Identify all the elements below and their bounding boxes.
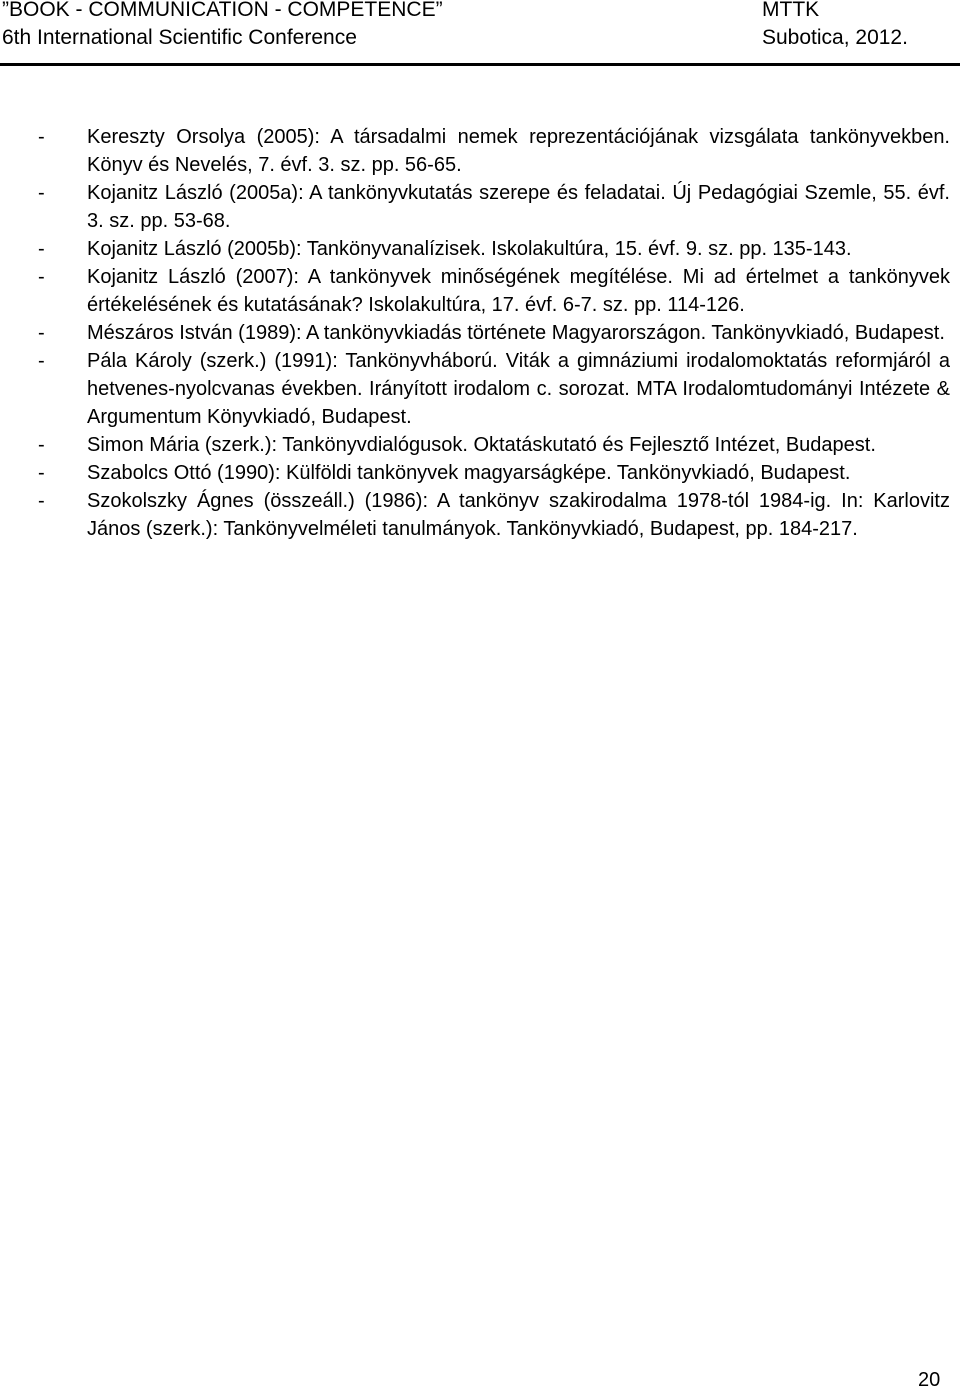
reference-list	[38, 123, 950, 543]
reference-item	[38, 235, 950, 263]
header-divider	[0, 63, 960, 66]
list-bullet: -	[38, 182, 45, 204]
reference-item	[38, 123, 950, 179]
conference-location-year: Subotica, 2012.	[762, 26, 908, 49]
list-bullet: -	[38, 490, 45, 512]
header-row-1	[0, 0, 960, 24]
reference-text: Kereszty Orsolya (2005): A társadalmi nemek reprezentációjának vizsgálata tankönyvekben. Könyv és Nevelés, 7. évf. 3. sz. pp. 56-65.	[87, 126, 950, 176]
institution-abbreviation: MTTK	[762, 0, 820, 21]
reference-item	[38, 487, 950, 543]
list-bullet: -	[38, 238, 45, 260]
page-header	[0, 0, 960, 64]
reference-text: Simon Mária (szerk.): Tankönyvdialógusok. Oktatáskutató és Fejlesztő Intézet, Budapest.	[87, 434, 876, 456]
reference-text: Szokolszky Ágnes (összeáll.) (1986): A tankönyv szakirodalma 1978-tól 1984-ig. In: Karlovitz János (szerk.): Tankönyvelméleti tanulmányok. Tankönyvkiadó, Budapest, pp. 184-217.	[87, 490, 950, 540]
reference-text: Pála Károly (szerk.) (1991): Tankönyvháború. Viták a gimnáziumi irodalomoktatás reformjáról a hetvenes-nyolcvanas években. Irányított irodalom c. sorozat. MTA Irodalomtudományi Intézete & Argumentum Könyvkiadó, Budapest.	[87, 350, 950, 428]
reference-item	[38, 263, 950, 319]
book-title: ”BOOK - COMMUNICATION - COMPETENCE”	[2, 0, 443, 21]
reference-item	[38, 347, 950, 431]
header-row-2	[0, 24, 960, 52]
list-bullet: -	[38, 266, 45, 288]
reference-text: Kojanitz László (2007): A tankönyvek minőségének megítélése. Mi ad értelmet a tankönyvek értékelésének és kutatásának? Iskolakultúra, 17. évf. 6-7. sz. pp. 114-126.	[87, 266, 950, 316]
page-number: 20	[918, 1369, 941, 1391]
reference-text: Kojanitz László (2005a): A tankönyvkutatás szerepe és feladatai. Új Pedagógiai Szemle, 55. évf. 3. sz. pp. 53-68.	[87, 182, 950, 232]
reference-item	[38, 459, 950, 487]
reference-item	[38, 179, 950, 235]
reference-item	[38, 319, 950, 347]
reference-text: Szabolcs Ottó (1990): Külföldi tankönyvek magyarságképe. Tankönyvkiadó, Budapest.	[87, 462, 851, 484]
reference-text: Kojanitz László (2005b): Tankönyvanalízisek. Iskolakultúra, 15. évf. 9. sz. pp. 135-143.	[87, 238, 852, 260]
list-bullet: -	[38, 350, 45, 372]
list-bullet: -	[38, 434, 45, 456]
list-bullet: -	[38, 462, 45, 484]
conference-name: 6th International Scientific Conference	[2, 26, 357, 49]
list-bullet: -	[38, 126, 45, 148]
reference-text: Mészáros István (1989): A tankönyvkiadás története Magyarországon. Tankönyvkiadó, Budapest.	[87, 322, 945, 344]
reference-item	[38, 431, 950, 459]
list-bullet: -	[38, 322, 45, 344]
